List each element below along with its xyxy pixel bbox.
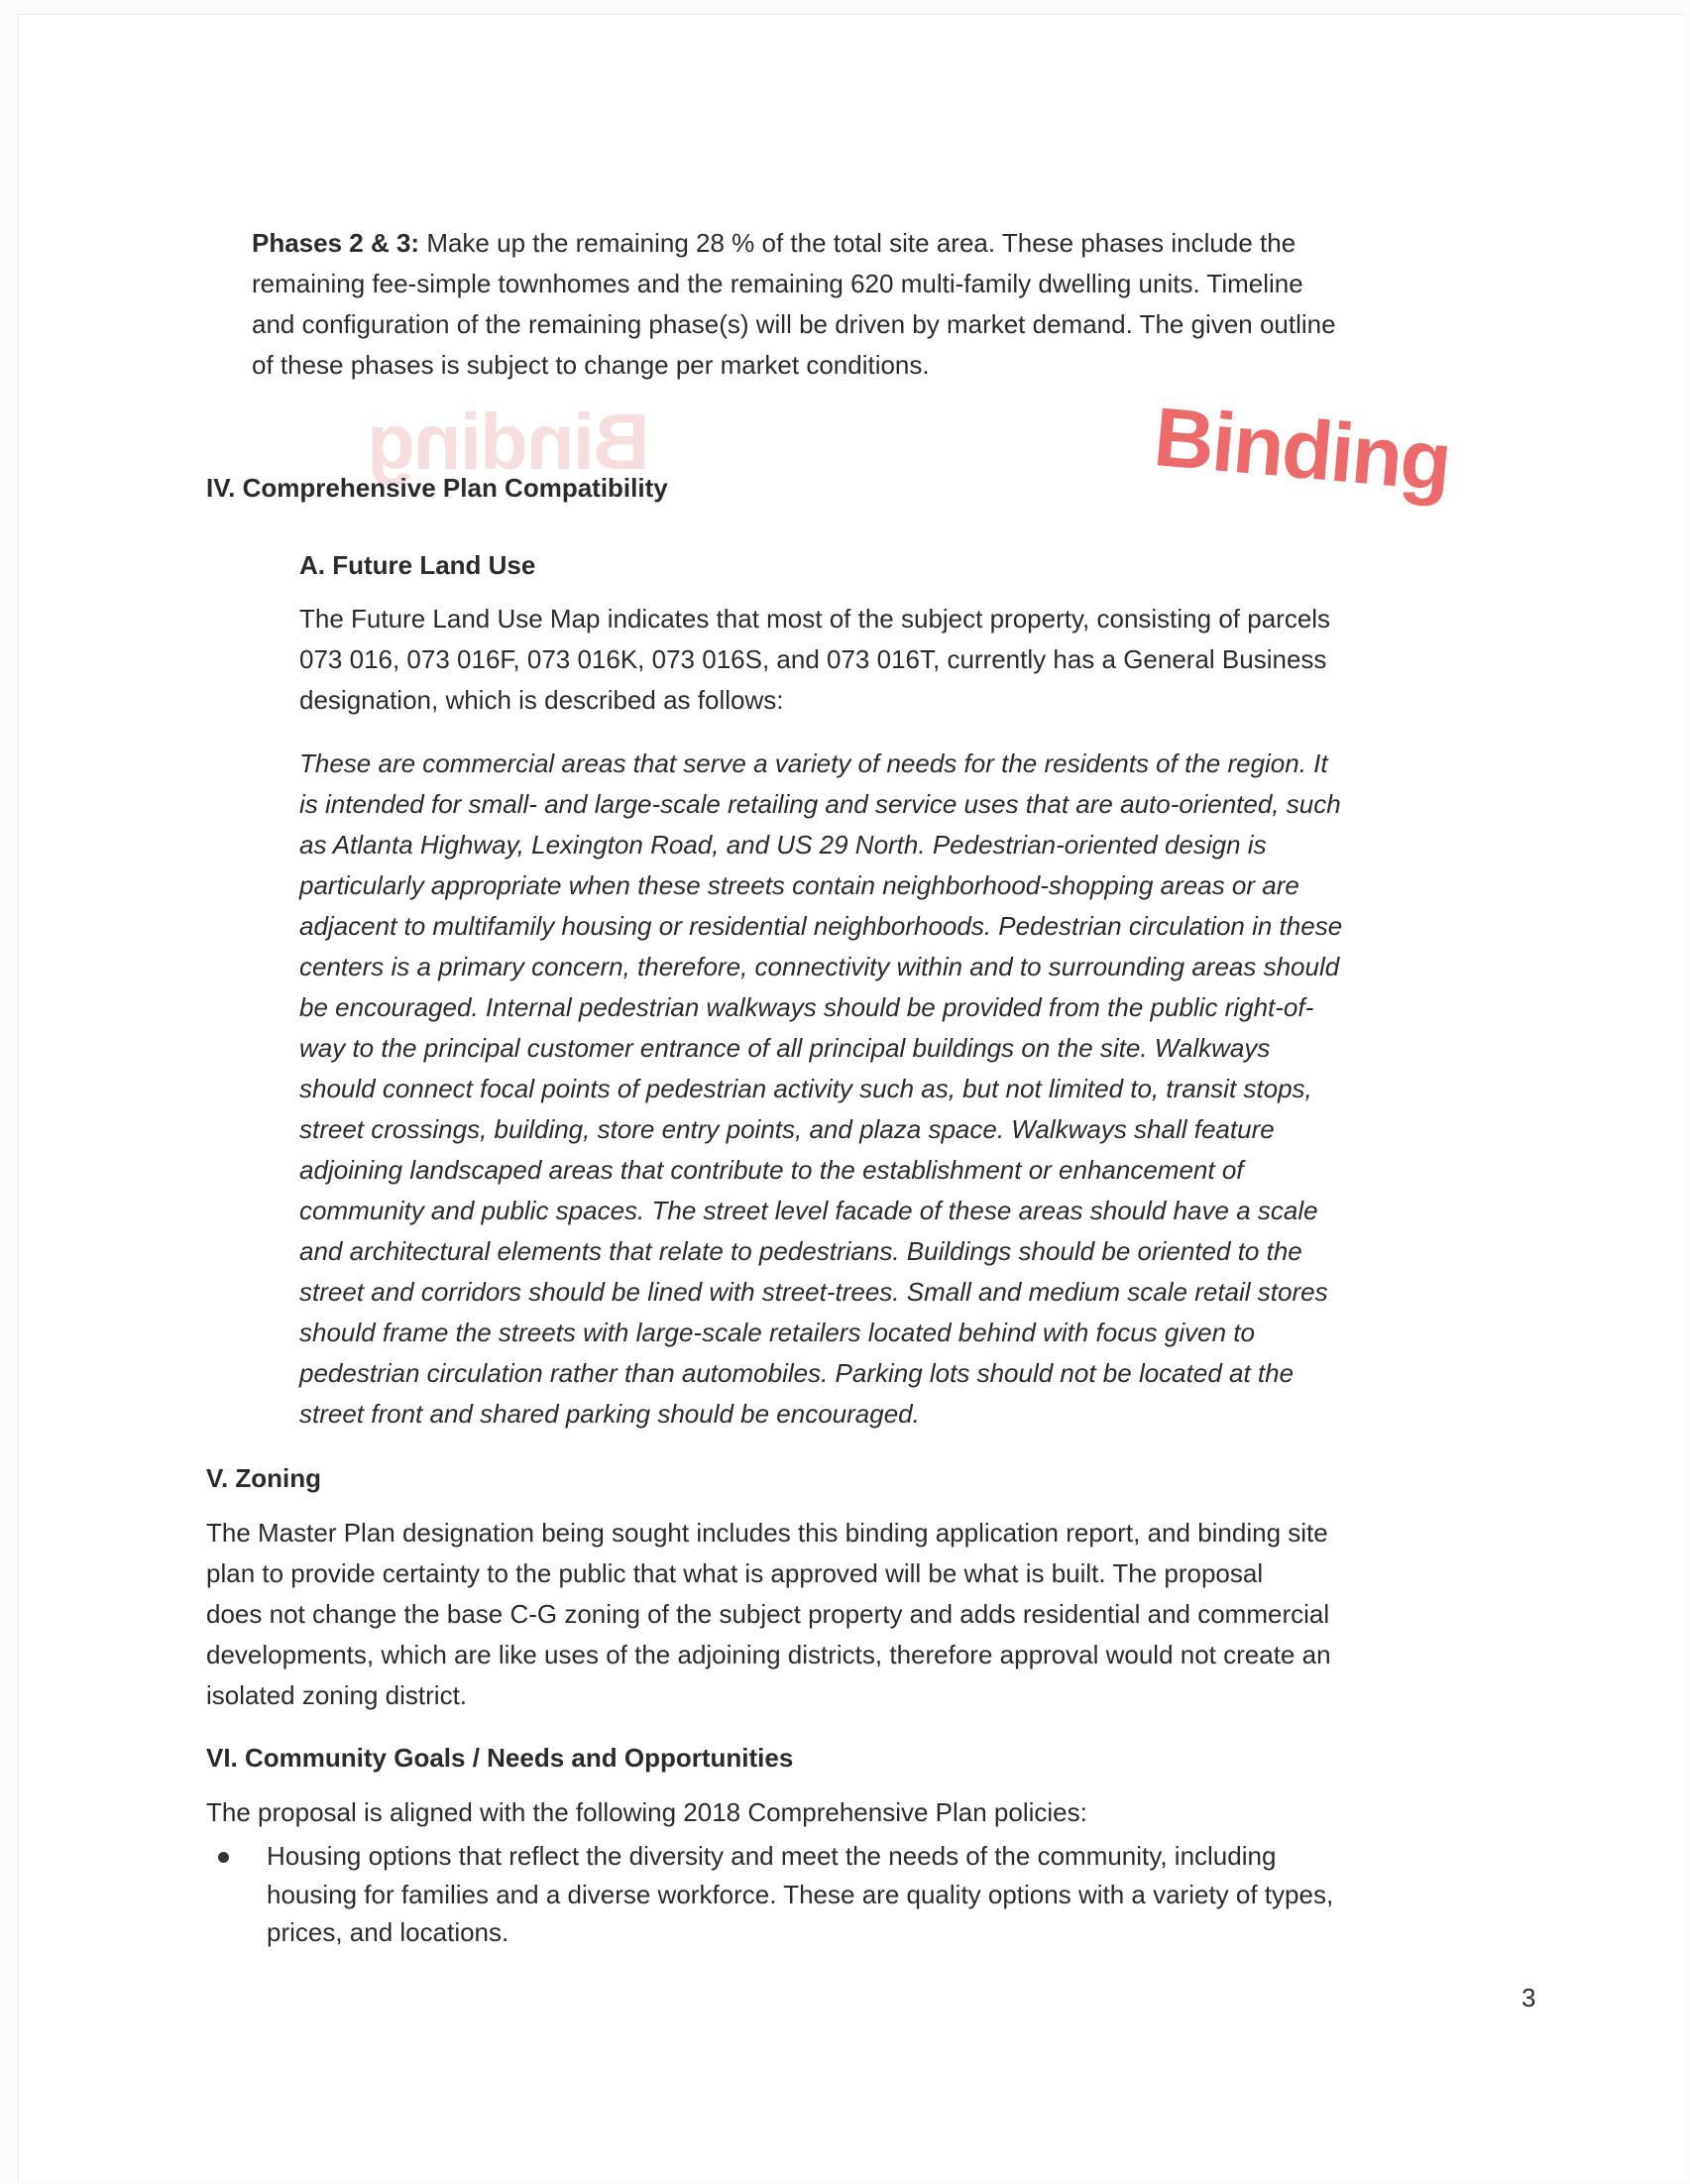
text-line: adjacent to multifamily housing or residential neighborhoods. Pedestrian circulation in these <box>299 911 1343 941</box>
text-line: as Atlanta Highway, Lexington Road, and US 29 North. Pedestrian-oriented design is <box>299 830 1267 860</box>
policies-intro <box>206 1792 1087 1833</box>
page-number: 3 <box>1521 1983 1536 2012</box>
policies-intro-text: The proposal is aligned with the following 2018 Comprehensive Plan policies: <box>206 1797 1087 1827</box>
text-line: adjoining landscaped areas that contribute to the establishment or enhancement of <box>299 1155 1244 1185</box>
phases-label: Phases 2 & 3: <box>252 228 420 258</box>
text-line: should connect focal points of pedestrian activity such as, but not limited to, transit stops, <box>299 1074 1312 1103</box>
text-line: and architectural elements that relate to pedestrians. Buildings should be oriented to the <box>299 1236 1302 1266</box>
text-line: should frame the streets with large-scale retailers located behind with focus given to <box>299 1318 1255 1347</box>
text-line: designation, which is described as follows: <box>299 685 784 715</box>
text-line: street and corridors should be lined with street-trees. Small and medium scale retail stores <box>299 1277 1328 1307</box>
text-line: prices, and locations. <box>267 1917 509 1948</box>
phases-first-line <box>252 223 1336 264</box>
text-line: developments, which are like uses of the adjoining districts, therefore approval would not create an <box>206 1640 1331 1669</box>
text-line: community and public spaces. The street level facade of these areas should have a scale <box>299 1196 1318 1225</box>
phases-paragraph <box>252 223 1336 386</box>
text-line: does not change the base C-G zoning of the subject property and adds residential and commercial <box>206 1599 1330 1629</box>
section-iv-heading: IV. Comprehensive Plan Compatibility <box>206 473 668 503</box>
future-land-use-intro <box>299 599 1330 721</box>
text-line: and configuration of the remaining phase(s) will be driven by market demand. The given outline <box>252 309 1336 339</box>
phases-first-text: Make up the remaining 28 % of the total site area. These phases include the <box>419 228 1296 258</box>
phases-lines <box>252 264 1336 386</box>
zoning-paragraph <box>206 1513 1331 1716</box>
text-line: remaining fee-simple townhomes and the remaining 620 multi-family dwelling units. Timeline <box>252 269 1303 298</box>
text-line: Housing options that reflect the diversity and meet the needs of the community, including <box>267 1841 1277 1871</box>
text-line: be encouraged. Internal pedestrian walkways should be provided from the public right-of- <box>299 992 1314 1022</box>
binding-stamp-bleedthrough: Binding <box>369 398 650 486</box>
section-v-heading: V. Zoning <box>206 1463 322 1493</box>
section-vi-heading: VI. Community Goals / Needs and Opportunities <box>206 1743 794 1773</box>
text-line: way to the principal customer entrance of all principal buildings on the site. Walkways <box>299 1033 1271 1063</box>
text-line: housing for families and a diverse workforce. These are quality options with a variety of types, <box>267 1879 1334 1909</box>
text-line: The Future Land Use Map indicates that most of the subject property, consisting of parcels <box>299 604 1331 633</box>
text-line: centers is a primary concern, therefore, connectivity within and to surrounding areas should <box>299 952 1340 981</box>
text-line: street crossings, building, store entry points, and plaza space. Walkways shall feature <box>299 1114 1275 1144</box>
binding-stamp: Binding <box>1150 389 1454 509</box>
general-business-quote <box>299 744 1342 1435</box>
text-line: pedestrian circulation rather than automobiles. Parking lots should not be located at the <box>299 1358 1295 1388</box>
housing-bullet-item <box>267 1837 1333 1952</box>
text-line: particularly appropriate when these streets contain neighborhood-shopping areas or are <box>299 870 1299 900</box>
text-line: The Master Plan designation being sought includes this binding application report, and binding site <box>206 1518 1328 1548</box>
text-line: plan to provide certainty to the public that what is approved will be what is built. The proposal <box>206 1558 1264 1588</box>
text-line: is intended for small- and large-scale retailing and service uses that are auto-oriented, such <box>299 789 1341 819</box>
text-line: 073 016, 073 016F, 073 016K, 073 016S, and 073 016T, currently has a General Business <box>299 644 1327 674</box>
text-line: of these phases is subject to change per market conditions. <box>252 350 930 380</box>
text-line: street front and shared parking should be encouraged. <box>299 1399 920 1429</box>
text-line: isolated zoning district. <box>206 1680 468 1710</box>
future-land-use-heading: A. Future Land Use <box>299 550 536 580</box>
bullet-icon <box>218 1852 229 1863</box>
text-line: These are commercial areas that serve a variety of needs for the residents of the region. It <box>299 748 1328 778</box>
